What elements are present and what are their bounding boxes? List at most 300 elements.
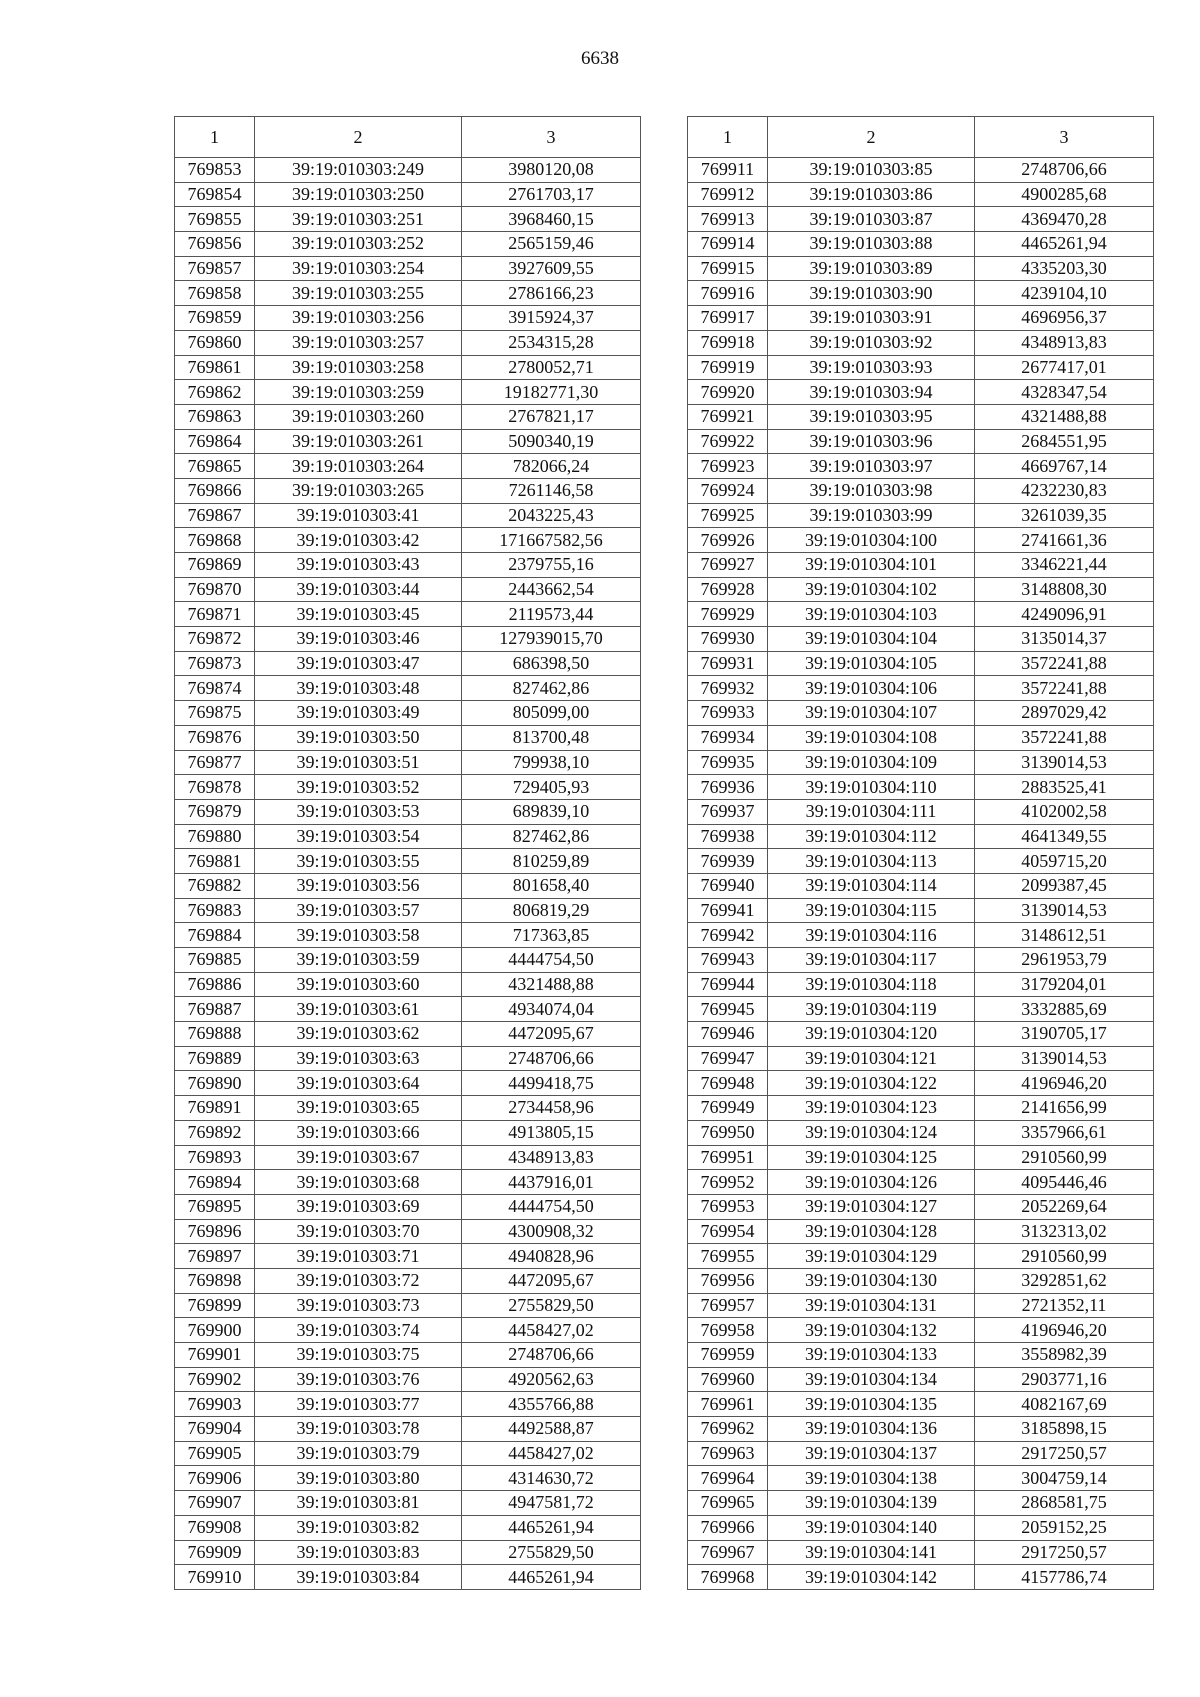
row-number-cell: 769872 [175,627,255,652]
value-cell: 2099387,45 [975,873,1154,898]
table-row [688,182,1154,207]
cadastral-number-cell: 39:19:010304:106 [768,676,975,701]
cadastral-number-cell: 39:19:010304:124 [768,1120,975,1145]
value-cell: 3185898,15 [975,1417,1154,1442]
row-number-cell: 769955 [688,1244,768,1269]
table-row [688,158,1154,183]
table-row [688,725,1154,750]
cadastral-number-cell: 39:19:010303:260 [255,404,462,429]
table-row [688,1343,1154,1368]
cadastral-number-cell: 39:19:010303:96 [768,429,975,454]
value-cell: 3927609,55 [462,256,641,281]
cadastral-number-cell: 39:19:010303:78 [255,1417,462,1442]
value-cell: 4934074,04 [462,997,641,1022]
table-row [688,404,1154,429]
table-row [688,1293,1154,1318]
row-number-cell: 769959 [688,1343,768,1368]
value-cell: 4465261,94 [975,232,1154,257]
table-row [175,1367,641,1392]
table-row [688,1417,1154,1442]
table-row [688,553,1154,578]
row-number-cell: 769901 [175,1343,255,1368]
table-row [688,1392,1154,1417]
table-row [688,1194,1154,1219]
value-cell: 171667582,56 [462,528,641,553]
cadastral-number-cell: 39:19:010303:254 [255,256,462,281]
table-row [688,1071,1154,1096]
cadastral-number-cell: 39:19:010303:70 [255,1219,462,1244]
table-row [688,873,1154,898]
value-cell: 813700,48 [462,725,641,750]
table-row [688,1565,1154,1590]
row-number-cell: 769896 [175,1219,255,1244]
table-row [688,1022,1154,1047]
value-cell: 2961953,79 [975,948,1154,973]
cadastral-number-cell: 39:19:010303:93 [768,355,975,380]
table-row [175,158,641,183]
table-row [688,1491,1154,1516]
table-header-row [688,117,1154,158]
cadastral-number-cell: 39:19:010304:119 [768,997,975,1022]
row-number-cell: 769918 [688,330,768,355]
value-cell: 4940828,96 [462,1244,641,1269]
table-row [688,528,1154,553]
cadastral-number-cell: 39:19:010303:55 [255,849,462,874]
cadastral-number-cell: 39:19:010303:75 [255,1343,462,1368]
cadastral-number-cell: 39:19:010304:122 [768,1071,975,1096]
cadastral-number-cell: 39:19:010303:65 [255,1096,462,1121]
table-row [175,1170,641,1195]
table-row [175,972,641,997]
value-cell: 4444754,50 [462,948,641,973]
table-row [175,1096,641,1121]
table-row [688,355,1154,380]
value-cell: 2043225,43 [462,503,641,528]
row-number-cell: 769897 [175,1244,255,1269]
table-row [175,1491,641,1516]
value-cell: 4492588,87 [462,1417,641,1442]
row-number-cell: 769930 [688,627,768,652]
cadastral-number-cell: 39:19:010304:114 [768,873,975,898]
cadastral-number-cell: 39:19:010304:131 [768,1293,975,1318]
cadastral-number-cell: 39:19:010303:85 [768,158,975,183]
row-number-cell: 769938 [688,824,768,849]
cadastral-number-cell: 39:19:010304:120 [768,1022,975,1047]
cadastral-number-cell: 39:19:010303:47 [255,651,462,676]
value-cell: 2910560,99 [975,1244,1154,1269]
row-number-cell: 769965 [688,1491,768,1516]
cadastral-number-cell: 39:19:010303:69 [255,1194,462,1219]
row-number-cell: 769890 [175,1071,255,1096]
value-cell: 810259,89 [462,849,641,874]
value-cell: 3148612,51 [975,923,1154,948]
cadastral-number-cell: 39:19:010303:89 [768,256,975,281]
table-row [175,380,641,405]
value-cell: 4472095,67 [462,1268,641,1293]
table-row [688,380,1154,405]
cadastral-number-cell: 39:19:010303:84 [255,1565,462,1590]
cadastral-number-cell: 39:19:010303:46 [255,627,462,652]
value-cell: 2534315,28 [462,330,641,355]
cadastral-number-cell: 39:19:010304:108 [768,725,975,750]
table-row [688,1540,1154,1565]
row-number-cell: 769891 [175,1096,255,1121]
row-number-cell: 769867 [175,503,255,528]
table-row [175,1022,641,1047]
table-row [175,1244,641,1269]
row-number-cell: 769861 [175,355,255,380]
table-row [175,1318,641,1343]
table-row [688,824,1154,849]
row-number-cell: 769945 [688,997,768,1022]
row-number-cell: 769927 [688,553,768,578]
row-number-cell: 769962 [688,1417,768,1442]
table-row [175,281,641,306]
table-row [688,997,1154,1022]
table-row [688,750,1154,775]
table-row [175,849,641,874]
row-number-cell: 769876 [175,725,255,750]
row-number-cell: 769898 [175,1268,255,1293]
cadastral-number-cell: 39:19:010304:113 [768,849,975,874]
value-cell: 3139014,53 [975,1046,1154,1071]
row-number-cell: 769967 [688,1540,768,1565]
value-cell: 805099,00 [462,701,641,726]
value-cell: 4300908,32 [462,1219,641,1244]
table-row [175,306,641,331]
cadastral-number-cell: 39:19:010304:128 [768,1219,975,1244]
table-row [175,256,641,281]
table-row [175,1343,641,1368]
row-number-cell: 769942 [688,923,768,948]
cadastral-number-cell: 39:19:010303:98 [768,478,975,503]
cadastral-number-cell: 39:19:010303:82 [255,1515,462,1540]
value-cell: 799938,10 [462,750,641,775]
table-row [688,948,1154,973]
cadastral-number-cell: 39:19:010304:125 [768,1145,975,1170]
row-number-cell: 769953 [688,1194,768,1219]
row-number-cell: 769948 [688,1071,768,1096]
value-cell: 4900285,68 [975,182,1154,207]
value-cell: 3357966,61 [975,1120,1154,1145]
row-number-cell: 769915 [688,256,768,281]
value-cell: 827462,86 [462,676,641,701]
value-cell: 3572241,88 [975,725,1154,750]
value-cell: 2786166,23 [462,281,641,306]
row-number-cell: 769860 [175,330,255,355]
value-cell: 4196946,20 [975,1071,1154,1096]
cadastral-number-cell: 39:19:010303:50 [255,725,462,750]
table-row [688,1441,1154,1466]
cadastral-number-cell: 39:19:010304:141 [768,1540,975,1565]
table-row [175,824,641,849]
table-row [175,454,641,479]
table-row [688,849,1154,874]
cadastral-number-cell: 39:19:010304:123 [768,1096,975,1121]
value-cell: 2443662,54 [462,577,641,602]
row-number-cell: 769916 [688,281,768,306]
table-row [175,1120,641,1145]
row-number-cell: 769964 [688,1466,768,1491]
cadastral-number-cell: 39:19:010303:68 [255,1170,462,1195]
table-row [175,1565,641,1590]
table-row [688,923,1154,948]
cadastral-number-cell: 39:19:010304:129 [768,1244,975,1269]
table-row [688,281,1154,306]
table-row [175,1515,641,1540]
cadastral-number-cell: 39:19:010303:88 [768,232,975,257]
value-cell: 4458427,02 [462,1441,641,1466]
table-row [688,1515,1154,1540]
table-row [175,1046,641,1071]
cadastral-number-cell: 39:19:010304:109 [768,750,975,775]
row-number-cell: 769905 [175,1441,255,1466]
value-cell: 2917250,57 [975,1441,1154,1466]
value-cell: 19182771,30 [462,380,641,405]
row-number-cell: 769893 [175,1145,255,1170]
row-number-cell: 769875 [175,701,255,726]
value-cell: 4335203,30 [975,256,1154,281]
value-cell: 3139014,53 [975,898,1154,923]
row-number-cell: 769908 [175,1515,255,1540]
row-number-cell: 769907 [175,1491,255,1516]
value-cell: 4669767,14 [975,454,1154,479]
row-number-cell: 769871 [175,602,255,627]
value-cell: 2059152,25 [975,1515,1154,1540]
table-body [175,158,641,1590]
table-row [688,454,1154,479]
row-number-cell: 769883 [175,898,255,923]
row-number-cell: 769870 [175,577,255,602]
value-cell: 4348913,83 [462,1145,641,1170]
row-number-cell: 769859 [175,306,255,331]
table-row [175,404,641,429]
value-cell: 4641349,55 [975,824,1154,849]
row-number-cell: 769862 [175,380,255,405]
value-cell: 2748706,66 [462,1046,641,1071]
table-row [175,207,641,232]
row-number-cell: 769920 [688,380,768,405]
row-number-cell: 769865 [175,454,255,479]
cadastral-number-cell: 39:19:010304:107 [768,701,975,726]
table-row [175,651,641,676]
column-header: 3 [975,117,1154,158]
cadastral-number-cell: 39:19:010304:138 [768,1466,975,1491]
value-cell: 2379755,16 [462,553,641,578]
value-cell: 3980120,08 [462,158,641,183]
row-number-cell: 769958 [688,1318,768,1343]
table-row [688,1170,1154,1195]
value-cell: 2903771,16 [975,1367,1154,1392]
table-row [688,256,1154,281]
cadastral-number-cell: 39:19:010303:54 [255,824,462,849]
cadastral-number-cell: 39:19:010304:112 [768,824,975,849]
row-number-cell: 769949 [688,1096,768,1121]
register-table-right [687,116,1154,1590]
row-number-cell: 769879 [175,799,255,824]
row-number-cell: 769877 [175,750,255,775]
row-number-cell: 769873 [175,651,255,676]
cadastral-number-cell: 39:19:010303:41 [255,503,462,528]
table-row [688,651,1154,676]
cadastral-number-cell: 39:19:010303:252 [255,232,462,257]
table-row [175,1417,641,1442]
table-row [175,627,641,652]
cadastral-number-cell: 39:19:010303:99 [768,503,975,528]
row-number-cell: 769914 [688,232,768,257]
value-cell: 2741661,36 [975,528,1154,553]
cadastral-number-cell: 39:19:010304:121 [768,1046,975,1071]
value-cell: 4444754,50 [462,1194,641,1219]
value-cell: 127939015,70 [462,627,641,652]
value-cell: 2755829,50 [462,1540,641,1565]
cadastral-number-cell: 39:19:010303:53 [255,799,462,824]
cadastral-number-cell: 39:19:010303:42 [255,528,462,553]
row-number-cell: 769932 [688,676,768,701]
cadastral-number-cell: 39:19:010303:261 [255,429,462,454]
cadastral-number-cell: 39:19:010303:45 [255,602,462,627]
cadastral-number-cell: 39:19:010303:94 [768,380,975,405]
value-cell: 4196946,20 [975,1318,1154,1343]
table-row [175,1071,641,1096]
cadastral-number-cell: 39:19:010303:95 [768,404,975,429]
row-number-cell: 769926 [688,528,768,553]
row-number-cell: 769966 [688,1515,768,1540]
table-row [175,948,641,973]
value-cell: 4082167,69 [975,1392,1154,1417]
table-body [688,158,1154,1590]
table-row [688,429,1154,454]
row-number-cell: 769956 [688,1268,768,1293]
value-cell: 2868581,75 [975,1491,1154,1516]
row-number-cell: 769940 [688,873,768,898]
cadastral-number-cell: 39:19:010303:59 [255,948,462,973]
table-row [175,602,641,627]
table-row [688,232,1154,257]
value-cell: 2917250,57 [975,1540,1154,1565]
value-cell: 2565159,46 [462,232,641,257]
table-row [175,553,641,578]
cadastral-number-cell: 39:19:010303:58 [255,923,462,948]
row-number-cell: 769882 [175,873,255,898]
value-cell: 2748706,66 [975,158,1154,183]
table-row [688,503,1154,528]
row-number-cell: 769856 [175,232,255,257]
table-row [175,1540,641,1565]
row-number-cell: 769929 [688,602,768,627]
row-number-cell: 769888 [175,1022,255,1047]
row-number-cell: 769921 [688,404,768,429]
cadastral-number-cell: 39:19:010303:83 [255,1540,462,1565]
value-cell: 3179204,01 [975,972,1154,997]
row-number-cell: 769855 [175,207,255,232]
cadastral-number-cell: 39:19:010303:44 [255,577,462,602]
row-number-cell: 769885 [175,948,255,973]
table-row [688,701,1154,726]
row-number-cell: 769889 [175,1046,255,1071]
value-cell: 3346221,44 [975,553,1154,578]
row-number-cell: 769947 [688,1046,768,1071]
row-number-cell: 769881 [175,849,255,874]
table-row [688,207,1154,232]
table-row [688,1120,1154,1145]
row-number-cell: 769939 [688,849,768,874]
row-number-cell: 769952 [688,1170,768,1195]
row-number-cell: 769857 [175,256,255,281]
cadastral-number-cell: 39:19:010303:49 [255,701,462,726]
value-cell: 3292851,62 [975,1268,1154,1293]
value-cell: 4314630,72 [462,1466,641,1491]
table-row [175,701,641,726]
table-row [175,478,641,503]
row-number-cell: 769944 [688,972,768,997]
row-number-cell: 769866 [175,478,255,503]
table-row [175,528,641,553]
value-cell: 3132313,02 [975,1219,1154,1244]
value-cell: 4913805,15 [462,1120,641,1145]
row-number-cell: 769919 [688,355,768,380]
value-cell: 4095446,46 [975,1170,1154,1195]
row-number-cell: 769909 [175,1540,255,1565]
row-number-cell: 769869 [175,553,255,578]
value-cell: 3915924,37 [462,306,641,331]
row-number-cell: 769864 [175,429,255,454]
row-number-cell: 769868 [175,528,255,553]
table-row [688,1096,1154,1121]
row-number-cell: 769899 [175,1293,255,1318]
table-row [175,1268,641,1293]
value-cell: 2761703,17 [462,182,641,207]
row-number-cell: 769931 [688,651,768,676]
table-row [688,1318,1154,1343]
row-number-cell: 769950 [688,1120,768,1145]
column-header: 3 [462,117,641,158]
cadastral-number-cell: 39:19:010303:63 [255,1046,462,1071]
cadastral-number-cell: 39:19:010303:86 [768,182,975,207]
value-cell: 3572241,88 [975,676,1154,701]
cadastral-number-cell: 39:19:010303:67 [255,1145,462,1170]
value-cell: 2767821,17 [462,404,641,429]
table-row [175,1219,641,1244]
table-row [175,923,641,948]
cadastral-number-cell: 39:19:010304:142 [768,1565,975,1590]
cadastral-number-cell: 39:19:010303:92 [768,330,975,355]
cadastral-number-cell: 39:19:010303:251 [255,207,462,232]
cadastral-number-cell: 39:19:010303:56 [255,873,462,898]
row-number-cell: 769928 [688,577,768,602]
value-cell: 3190705,17 [975,1022,1154,1047]
value-cell: 2883525,41 [975,775,1154,800]
value-cell: 3148808,30 [975,577,1154,602]
value-cell: 2119573,44 [462,602,641,627]
cadastral-number-cell: 39:19:010304:104 [768,627,975,652]
cadastral-number-cell: 39:19:010304:110 [768,775,975,800]
cadastral-number-cell: 39:19:010303:90 [768,281,975,306]
value-cell: 3261039,35 [975,503,1154,528]
row-number-cell: 769923 [688,454,768,479]
value-cell: 3004759,14 [975,1466,1154,1491]
row-number-cell: 769903 [175,1392,255,1417]
row-number-cell: 769887 [175,997,255,1022]
table-row [175,182,641,207]
value-cell: 729405,93 [462,775,641,800]
table-row [175,676,641,701]
table-row [688,1145,1154,1170]
table-row [688,972,1154,997]
cadastral-number-cell: 39:19:010303:76 [255,1367,462,1392]
row-number-cell: 769922 [688,429,768,454]
row-number-cell: 769900 [175,1318,255,1343]
